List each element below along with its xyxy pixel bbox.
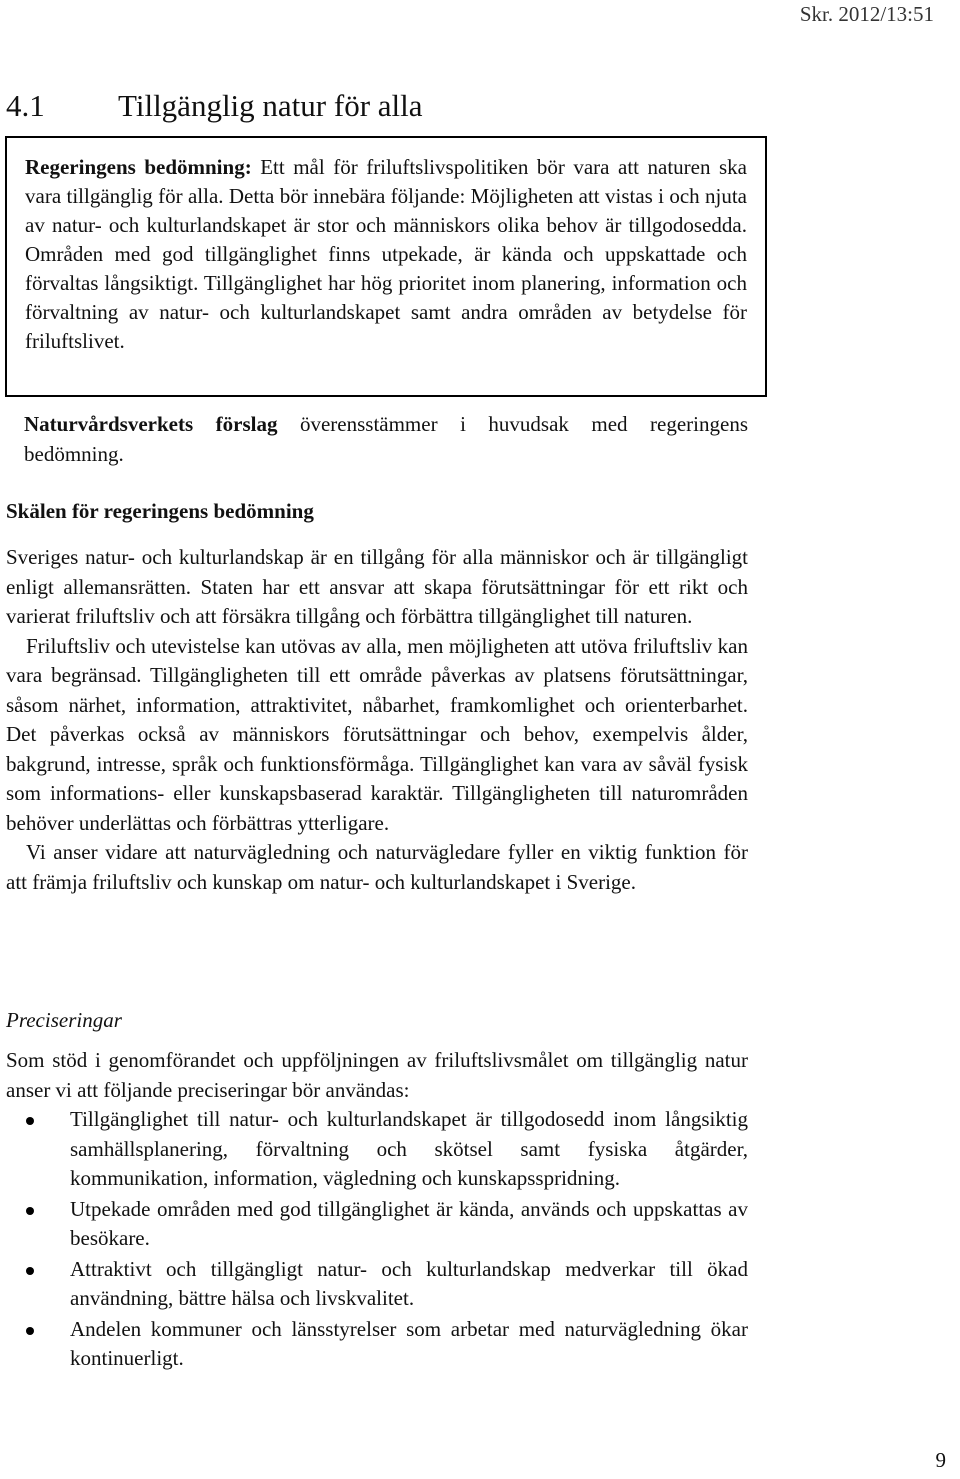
bullet-icon — [26, 1117, 34, 1125]
specifications-heading: Preciseringar — [6, 1008, 122, 1032]
list-item-text: Attraktivt och tillgängligt natur- och kulturlandskap medverkar till ökad användning, bättre hälsa och livskvalitet. — [70, 1256, 748, 1310]
list-item — [6, 1255, 748, 1314]
list-item-text: Tillgänglighet till natur- och kulturlandskapet är tillgodosedd inom långsiktig samhällsplanering, förvaltning och skötsel samt fysiska åtgärder, kommunikation, information, vägledning och kunskapsspridning. — [70, 1107, 748, 1190]
document-reference: Skr. 2012/13:51 — [799, 2, 934, 26]
bullet-icon — [26, 1267, 34, 1275]
list-item-text: Utpekade områden med god tillgänglighet är kända, används och uppskattas av besökare. — [70, 1196, 748, 1250]
section-number: 4.1 — [6, 88, 45, 123]
specifications-list — [6, 1105, 748, 1375]
page-number: 9 — [935, 1448, 946, 1472]
assessment-label: Regeringens bedömning: — [25, 155, 252, 179]
reasons-paragraph: Sveriges natur- och kulturlandskap är en tillgång för alla människor och är tillgängligt enligt allemansrätten. Staten har ett ansvar att skapa förutsättningar för ett rikt och varierat friluftsliv och att försäkra tillgång och förbättra tillgänglighet till naturen. — [6, 545, 748, 628]
reasons-paragraph: Friluftsliv och utevistelse kan utövas av alla, men möjligheten att utöva friluftsliv kan vara begränsad. Tillgängligheten till ett område påverkas av platsens förutsättningar, såsom närhet, information, attraktivitet, nåbarhet, framkomlighet och orienterbarhet. Det påverkas också av människors förutsättningar och behov, exempelvis ålder, bakgrund, intresse, språk och funktionsförmåga. Tillgänglighet kan vara av såväl fysisk som informations- eller kunskapsbaserad karaktär. Tillgängligheten till naturområden behöver underlättas och förbättras ytterligare. — [6, 633, 748, 835]
section-title: Tillgänglig natur för alla — [118, 88, 423, 123]
agency-proposal-label: Naturvårdsverkets förslag — [24, 412, 278, 436]
agency-proposal-text: överensstämmer i huvudsak med regeringens bedömning. — [24, 412, 748, 466]
bullet-icon — [26, 1207, 34, 1215]
reasons-heading: Skälen för regeringens bedömning — [6, 499, 314, 523]
reasons-paragraph: Vi anser vidare att naturvägledning och naturvägledare fyller en viktig funktion för att främja friluftsliv och kunskap om natur- och kulturlandskapet i Sverige. — [6, 840, 748, 894]
list-item — [6, 1315, 748, 1374]
specifications-intro-text: Som stöd i genomförandet och uppföljningen av friluftslivsmålet om tillgänglig natur anser vi att följande preciseringar bör användas: — [6, 1048, 748, 1102]
specifications-intro — [6, 1046, 748, 1105]
reasons-body — [6, 543, 748, 897]
bullet-icon — [26, 1327, 34, 1335]
list-item — [6, 1105, 748, 1194]
assessment-text: Ett mål för friluftslivspolitiken bör vara att naturen ska vara tillgänglig för alla. Detta bör innebära följande: Möjligheten att vistas i och njuta av natur- och kulturlandskapet är stor och människors olika behov är tillgodosedda. Områden med god tillgänglighet finns utpekade, är kända och uppskattade och förvaltas långsiktigt. Tillgänglighet har hög prioritet inom planering, information och förvaltning av natur- och kulturlandskapet samt andra områden av betydelse för friluftslivet. — [25, 155, 747, 353]
section-heading — [6, 88, 423, 124]
list-item — [6, 1195, 748, 1254]
list-item-text: Andelen kommuner och länsstyrelser som arbetar med naturvägledning ökar kontinuerligt. — [70, 1316, 748, 1370]
agency-proposal-paragraph — [24, 410, 748, 469]
government-assessment-box — [5, 136, 767, 397]
